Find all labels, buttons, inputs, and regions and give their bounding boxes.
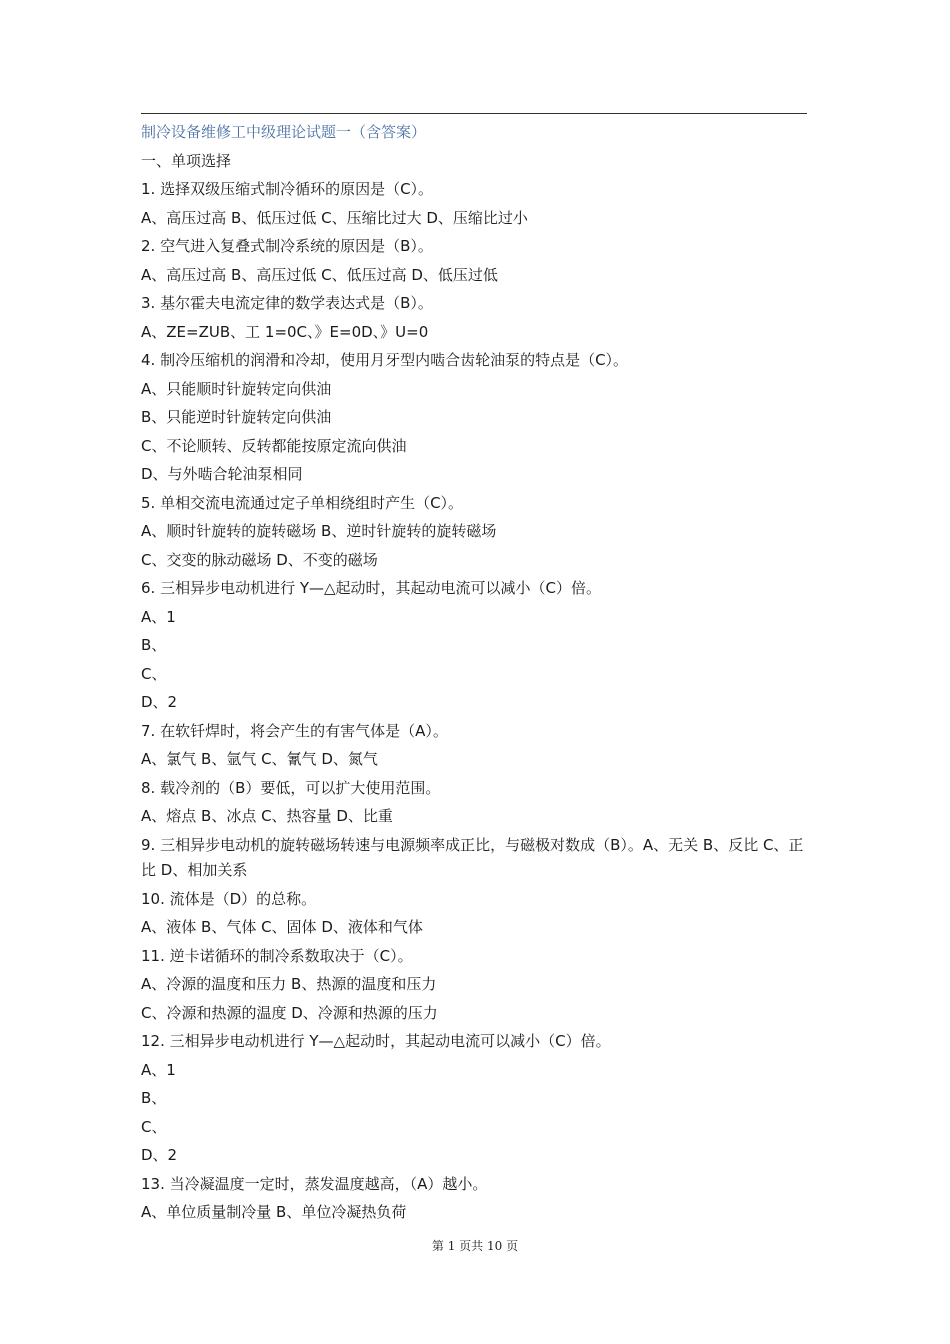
question-6	[141, 574, 811, 717]
question-text: 2. 空气进入复叠式制冷系统的原因是（B）。	[141, 237, 433, 255]
question-text: 3. 基尔霍夫电流定律的数学表达式是（B）。	[141, 294, 433, 312]
answer-option: D、与外啮合轮油泵相同	[141, 465, 303, 483]
answer-option: C、	[141, 1117, 167, 1136]
question-text: 6. 三相异步电动机进行 Y—△起动时，其起动电流可以减小（C）倍。	[141, 579, 602, 597]
question-10	[141, 885, 811, 942]
question-1	[141, 175, 811, 232]
question-text: 13. 当冷凝温度一定时，蒸发温度越高，（A）越小。	[141, 1174, 488, 1193]
question-2	[141, 232, 811, 289]
header-rule	[141, 113, 807, 114]
question-text: 9. 三相异步电动机的旋转磁场转速与电源频率成正比，与磁极对数成（B）。A、无关 B、反比 C、正比 D、相加关系	[141, 835, 804, 879]
answer-option: A、1	[141, 1060, 176, 1079]
answer-option: C、	[141, 664, 167, 683]
answer-options: A、顺时针旋转的旋转磁场 B、逆时针旋转的旋转磁场	[141, 522, 497, 540]
answer-options: C、交变的脉动磁场 D、不变的磁场	[141, 550, 378, 569]
answer-options: A、单位质量制冷量 B、单位冷凝热负荷	[141, 1203, 407, 1221]
answer-options: A、熔点 B、冰点 C、热容量 D、比重	[141, 807, 393, 825]
answer-options: A、高压过高 B、低压过低 C、压缩比过大 D、压缩比过小	[141, 208, 528, 227]
question-11	[141, 942, 811, 1028]
answer-option: B、	[141, 1089, 167, 1107]
question-text: 8. 载冷剂的（B）要低，可以扩大使用范围。	[141, 778, 441, 797]
question-text: 10. 流体是（D）的总称。	[141, 889, 317, 908]
question-text: 12. 三相异步电动机进行 Y—△起动时，其起动电流可以减小（C）倍。	[141, 1032, 611, 1050]
question-13	[141, 1170, 811, 1227]
answer-options: A、氯气 B、氩气 C、氰气 D、氮气	[141, 750, 378, 768]
document-body	[141, 118, 811, 1227]
answer-options: A、ZE=ZUB、工 1=0C、》E=0D、》U=0	[141, 322, 429, 341]
answer-option: D、2	[141, 693, 178, 711]
page-number: 第 1 页共 10 页	[431, 1239, 519, 1253]
question-8	[141, 774, 811, 831]
answer-options: A、液体 B、气体 C、固体 D、液体和气体	[141, 918, 423, 936]
question-text: 5. 单相交流电流通过定子单相绕组时产生（C）。	[141, 493, 464, 512]
answer-option: D、2	[141, 1146, 178, 1164]
answer-option: A、只能顺时针旋转定向供油	[141, 379, 332, 398]
question-text: 7. 在软钎焊时，将会产生的有害气体是（A）。	[141, 721, 448, 740]
answer-option: C、不论顺转、反转都能按原定流向供油	[141, 436, 407, 455]
question-12	[141, 1027, 811, 1170]
question-7	[141, 717, 811, 774]
question-text: 1. 选择双级压缩式制冷循环的原因是（C）。	[141, 180, 434, 198]
question-9	[141, 831, 811, 885]
section-heading: 一、单项选择	[141, 151, 232, 170]
document-title: 制冷设备维修工中级理论试题一（含答案）	[141, 123, 427, 141]
question-text: 4. 制冷压缩机的润滑和冷却，使用月牙型内啮合齿轮油泵的特点是（C）。	[141, 351, 629, 369]
answer-options: A、冷源的温度和压力 B、热源的温度和压力	[141, 975, 437, 993]
answer-option: B、只能逆时针旋转定向供油	[141, 408, 332, 426]
question-4	[141, 346, 811, 489]
answer-option: B、	[141, 636, 167, 654]
question-text: 11. 逆卡诺循环的制冷系数取决于（C）。	[141, 946, 413, 965]
answer-option: A、1	[141, 607, 176, 626]
answer-options: C、冷源和热源的温度 D、冷源和热源的压力	[141, 1003, 438, 1022]
answer-options: A、高压过高 B、高压过低 C、低压过高 D、低压过低	[141, 265, 498, 284]
question-3	[141, 289, 811, 346]
question-5	[141, 489, 811, 575]
